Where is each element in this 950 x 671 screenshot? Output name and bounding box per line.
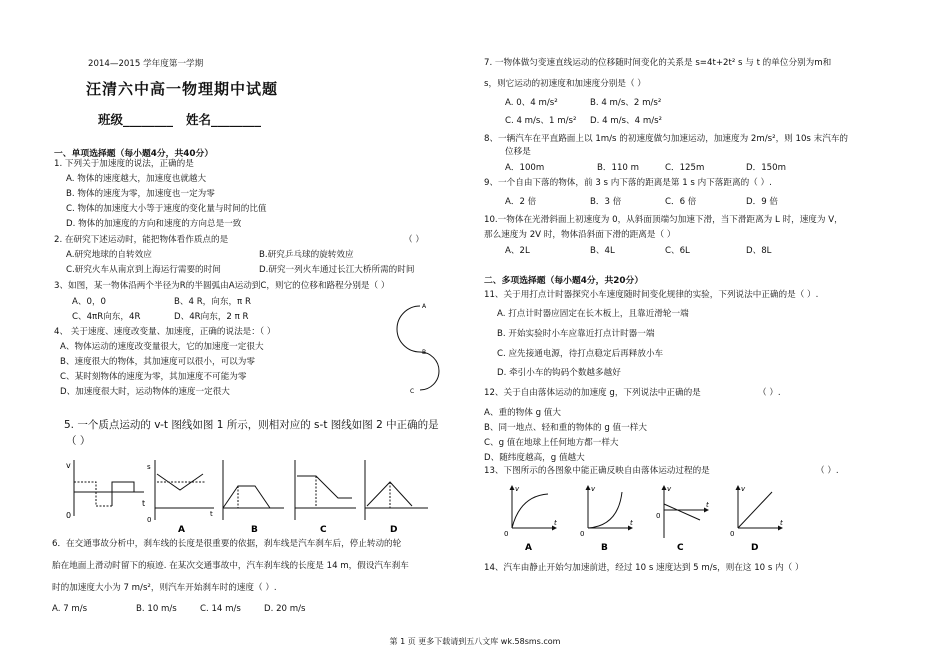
q7-option-d: D. 4 m/s、4 m/s² xyxy=(590,116,663,126)
q3-stem: 3、如图，某一物体沿两个半径为R的半圆弧由A运动到C，则它的位移和路程分别是（ ） xyxy=(54,281,390,291)
q4-option-a: A、物体运动的速度改变量很大，它的加速度一定很大 xyxy=(60,342,264,352)
q3-option-d: D、4R向东，2 π R xyxy=(174,312,249,322)
q13-a-v-label: v xyxy=(515,485,520,493)
q11-option-b: B. 开始实验时小车应靠近打点计时器一端 xyxy=(497,329,655,339)
q2-stem: 2. 在研究下述运动时，能把物体看作质点的是 xyxy=(54,235,229,245)
q9-stem: 9、一个自由下落的物体，前 3 s 内下落的距离是第 1 s 内下落距离的（ ）. xyxy=(484,178,772,188)
q2-option-c: C.研究火车从南京到上海运行需要的时间 xyxy=(66,265,221,275)
q12-option-b: B、同一地点、轻和重的物体的 g 值一样大 xyxy=(484,423,647,433)
q13-a-t-label: t xyxy=(554,519,557,527)
q10-option-a: A、2L xyxy=(505,246,530,256)
q13-d-t-label: t xyxy=(780,519,783,527)
q1-option-c: C. 物体的加速度大小等于速度的变化量与时间的比值 xyxy=(66,204,267,214)
q13-answer-blank: （ ）. xyxy=(816,466,839,476)
q13-a-origin-label: 0 xyxy=(504,530,509,538)
q3-option-a: A、0，0 xyxy=(72,297,107,307)
q9-option-a: A．2 倍 xyxy=(505,197,537,207)
q10-line-2: 那么速度为 2V 时，物体沿斜面下滑的距离是（ ） xyxy=(484,230,676,240)
q13-b-origin-label: 0 xyxy=(580,530,585,538)
q13-graph-b xyxy=(580,485,633,538)
q13-label-b: B xyxy=(601,543,608,553)
q10-option-d: D、8L xyxy=(746,246,772,256)
q13-stem: 13、下图所示的各图象中能正确反映自由落体运动过程的是 xyxy=(484,466,710,476)
q3-point-c: C xyxy=(410,388,415,395)
q2-option-d: D.研究一列火车通过长江大桥所需的时间 xyxy=(259,265,415,275)
q5-stem: 5. 一个质点运动的 v-t 图线如图 1 所示，则相对应的 s-t 图线如图 2 中正确的是 xyxy=(64,419,439,431)
q8-option-d: D．150m xyxy=(746,163,786,173)
q5-st-t-axis-label: t xyxy=(210,510,213,518)
section-single-choice: 一、单项选择题（每小题4分，共40分） xyxy=(54,149,214,159)
q10-line-1: 10.一物体在光滑斜面上初速度为 0，从斜面顶端匀加速下滑，当下滑距离为 L 时，速度为 V， xyxy=(484,215,843,225)
q13-b-v-label: v xyxy=(591,485,596,493)
q13-c-v-label: v xyxy=(667,485,672,493)
q13-label-c: C xyxy=(677,543,684,553)
q8-line-1: 8、一辆汽车在平直路面上以 1m/s 的初速度做匀加速运动，加速度为 2m/s²，则 10s 末汽车的 xyxy=(484,134,849,144)
q6-option-a: A. 7 m/s xyxy=(52,604,88,614)
page-footer: 第 1 页 更多下载请到五八文库 wk.58sms.com xyxy=(389,637,561,646)
q2-option-b: B.研究乒乓球的旋转效应 xyxy=(259,250,354,260)
q13-d-v-label: v xyxy=(741,485,746,493)
q5-label-d: D xyxy=(390,525,398,534)
q3-point-b: B xyxy=(422,349,427,356)
q11-option-d: D. 牵引小车的钩码个数越多越好 xyxy=(497,368,621,378)
q8-option-c: C．125m xyxy=(665,163,705,173)
q6-option-d: D. 20 m/s xyxy=(264,604,306,614)
q1-stem: 1. 下列关于加速度的说法，正确的是 xyxy=(54,159,194,169)
q5-label-c: C xyxy=(320,525,327,534)
q8-option-a: A．100m xyxy=(505,163,545,173)
class-field-label: 班级________ xyxy=(98,112,174,127)
q7-option-c: C. 4 m/s、1 m/s² xyxy=(505,116,577,126)
q7-option-a: A. 0、4 m/s² xyxy=(505,98,558,108)
name-field-label: 姓名________ xyxy=(186,112,262,127)
q9-option-c: C．6 倍 xyxy=(665,197,697,207)
q4-option-b: B、速度很大的物体，其加速度可以很小，可以为零 xyxy=(60,357,255,367)
q7-line-2: s，则它运动的初速度和加速度分别是（ ） xyxy=(484,79,646,89)
q13-c-t-label: t xyxy=(706,501,709,509)
q2-answer-blank: （ ） xyxy=(404,235,424,245)
q12-stem: 12、关于自由落体运动的加速度 g，下列说法中正确的是 xyxy=(484,388,701,398)
q5-label-a: A xyxy=(178,525,185,534)
q13-c-origin-label: 0 xyxy=(656,512,661,520)
q11-stem: 11、关于用打点计时器探究小车速度随时间变化规律的实验，下列说法中正确的是（ ）. xyxy=(484,290,819,300)
q6-line-1: 6．在交通事故分析中，刹车线的长度是很重要的依据，刹车线是汽车刹车后，停止转动的轮 xyxy=(52,539,402,549)
q13-graphs xyxy=(500,482,790,554)
q5-t-axis-label: t xyxy=(142,499,146,508)
q8-line-2: 位移是 xyxy=(505,147,531,157)
q4-stem: 4、 关于速度、速度改变量、加速度，正确的说法是：（ ） xyxy=(54,327,276,337)
q3-point-a: A xyxy=(422,303,427,310)
q6-line-2: 胎在地面上滑动时留下的痕迹. 在某次交通事故中，汽车刹车线的长度是 14 m，假设汽车刹车 xyxy=(52,561,409,571)
q13-label-d: D xyxy=(751,543,759,553)
q13-graph-d xyxy=(730,485,783,538)
q2-option-a: A.研究地球的自转效应 xyxy=(66,250,152,260)
q3-option-b: B、4 R，向东，π R xyxy=(174,297,251,307)
q14-stem: 14、汽车由静止开始匀加速前进，经过 10 s 速度达到 5 m/s，则在这 10 s 内（ ） xyxy=(484,563,804,573)
q13-d-origin-label: 0 xyxy=(730,530,735,538)
q3-option-c: C、4πR向东，4R xyxy=(72,312,141,322)
q12-option-c: C、g 值在地球上任何地方都一样大 xyxy=(484,438,619,448)
q3-semicircle-figure xyxy=(392,298,442,398)
q5-s-axis-label: s xyxy=(147,463,151,471)
q5-figure-1-vt xyxy=(66,460,145,520)
q10-option-c: C、6L xyxy=(665,246,690,256)
q5-st-origin-label: 0 xyxy=(147,516,152,524)
q12-answer-blank: （ ）. xyxy=(758,388,781,398)
q13-b-t-label: t xyxy=(630,519,633,527)
q5-v-axis-label: v xyxy=(66,461,71,470)
q13-label-a: A xyxy=(525,543,532,553)
q12-option-a: A、重的物体 g 值大 xyxy=(484,408,561,418)
page-title: 汪清六中高一物理期中试题 xyxy=(86,80,279,98)
q6-option-c: C. 14 m/s xyxy=(200,604,241,614)
q5-label-b: B xyxy=(251,525,258,534)
q4-option-c: C、某时刻物体的速度为零，其加速度不可能为零 xyxy=(60,372,247,382)
q11-option-c: C. 应先接通电源，待打点稳定后再释放小车 xyxy=(497,349,664,359)
q7-line-1: 7. 一物体做匀变速直线运动的位移随时间变化的关系是 s=4t+2t² s 与 t 的单位分别为m和 xyxy=(484,58,832,68)
q8-option-b: B．110 m xyxy=(597,163,639,173)
q6-option-b: B. 10 m/s xyxy=(136,604,177,614)
q5-answer-blank: （ ） xyxy=(66,435,91,447)
q9-option-b: B．3 倍 xyxy=(590,197,622,207)
q5-graphs xyxy=(60,452,455,534)
q1-option-b: B. 物体的速度为零，加速度也一定为零 xyxy=(66,189,215,199)
q5-origin-label: 0 xyxy=(66,511,72,520)
q7-option-b: B. 4 m/s、2 m/s² xyxy=(590,98,662,108)
q11-option-a: A. 打点计时器应固定在长木板上，且靠近滑轮一端 xyxy=(497,309,689,319)
q12-option-d: D、随纬度越高，g 值越大 xyxy=(484,453,585,463)
q9-option-d: D．9 倍 xyxy=(746,197,779,207)
term-label: 2014—2015 学年度第一学期 xyxy=(88,59,204,69)
q1-option-d: D. 物体的加速度的方向和速度的方向总是一致 xyxy=(66,219,242,229)
q13-graph-a xyxy=(504,485,557,538)
section-multiple-choice: 二、多项选择题（每小题4分，共20分） xyxy=(484,276,644,286)
q6-line-3: 时的加速度大小为 7 m/s²，则汽车开始刹车时的速度（ ）. xyxy=(52,583,277,593)
q13-graph-c xyxy=(656,485,709,538)
q1-option-a: A. 物体的速度越大，加速度也就越大 xyxy=(66,174,207,184)
q10-option-b: B、4L xyxy=(590,246,615,256)
q5-figure-2-st-group xyxy=(147,460,428,524)
q4-option-d: D、加速度很大时，运动物体的速度一定很大 xyxy=(60,387,230,397)
